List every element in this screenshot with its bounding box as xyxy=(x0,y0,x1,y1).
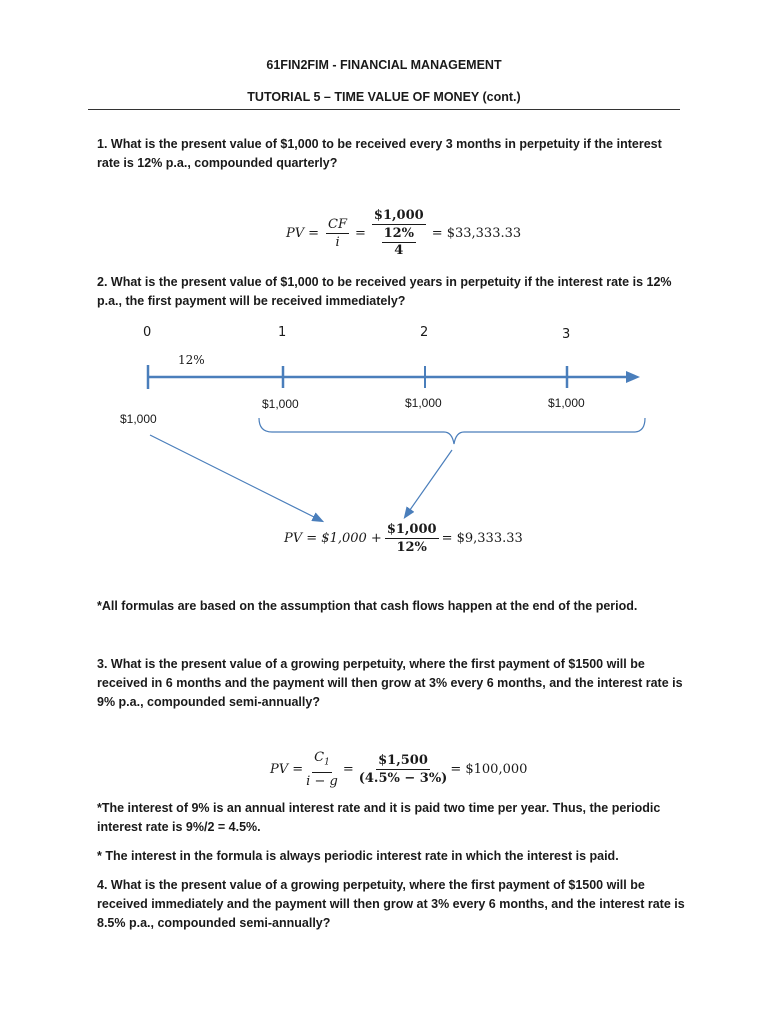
period-1-label: 1 xyxy=(278,325,287,340)
q3-formula: PV = $\frac{C_1}{i - g}$ = $\frac{\$1,500}{(4.5\% - 3\%)}$ = $100,000 xyxy=(270,750,528,789)
question-2: 2. What is the present value of $1,000 to be received years in perpetuity if the interest rate is 12% p.a., the first payment will be received immediately? xyxy=(97,275,672,308)
q2-lhs: PV = $1,000 + xyxy=(284,531,382,546)
q1-i: i xyxy=(335,234,340,250)
perpetuity-brace xyxy=(259,418,645,444)
q2-numerator: $1,000 xyxy=(386,522,437,537)
q3-i-minus-g: i − g xyxy=(306,773,338,789)
q2-result: = $9,333.33 xyxy=(441,531,523,546)
q2-denominator: 12% xyxy=(396,540,427,555)
payment-3-label: $1,000 xyxy=(548,396,585,410)
q3-c1 xyxy=(312,750,332,773)
assumption-note: *All formulas are based on the assumption that cash flows happen at the end of the period. xyxy=(97,599,638,613)
q1-eq1: = xyxy=(308,225,320,241)
tutorial-title: TUTORIAL 5 – TIME VALUE OF MONEY (cont.) xyxy=(247,90,521,104)
q2-fraction xyxy=(385,522,439,555)
q3-result: = $100,000 xyxy=(450,761,528,777)
q1-pv: PV xyxy=(286,225,305,241)
cash-flow-timeline xyxy=(0,320,768,530)
q1-main-fraction xyxy=(372,208,426,258)
q2-formula xyxy=(284,522,523,555)
arrow-initial-payment xyxy=(150,435,322,521)
q1-den-rate: 12% xyxy=(383,226,415,241)
periodic-rate-note: *The interest of 9% is an annual interest rate and it is paid two time per year. Thus, the periodic interest rate is 9%/2 = 4.5%. xyxy=(97,801,661,834)
question-1: 1. What is the present value of $1,000 to be received every 3 months in perpetuity if the interest rate is 12% p.a., compounded quarterly? xyxy=(97,137,662,170)
arrow-perpetuity xyxy=(405,450,452,517)
formula-rate-note: * The interest in the formula is always periodic interest rate in which the interest is paid. xyxy=(97,849,619,863)
q3-c-sub: 1 xyxy=(324,757,330,768)
period-0-label: 0 xyxy=(143,325,152,340)
payment-1-label: $1,000 xyxy=(262,397,299,411)
q3-denominator: (4.5% − 3%) xyxy=(358,770,448,786)
q1-eq2: = xyxy=(355,225,366,241)
q1-formula xyxy=(286,208,521,258)
q1-den-periods: 4 xyxy=(394,243,404,258)
payment-2-label: $1,000 xyxy=(405,396,442,410)
q3-fraction xyxy=(359,753,448,786)
q1-denominator xyxy=(382,225,416,258)
q1-result: = $33,333.33 xyxy=(431,225,522,241)
q3-numerator: $1,500 xyxy=(378,752,428,768)
timeline-arrow-icon xyxy=(626,371,640,383)
period-2-label: 2 xyxy=(420,325,429,340)
payment-0-label: $1,000 xyxy=(120,412,157,426)
q1-cf-over-i xyxy=(326,217,349,250)
q1-cf: CF xyxy=(328,216,348,232)
q3-pv: PV = xyxy=(270,761,304,777)
document-title: 61FIN2FIM - FINANCIAL MANAGEMENT xyxy=(266,58,502,72)
title-divider xyxy=(88,109,680,110)
question-4: 4. What is the present value of a growing perpetuity, where the first payment of $1500 will be received immediately and the payment will then grow at 3% every 6 months, and the interest rate is 8.5% p.a., compounded semi-annually? xyxy=(97,878,685,930)
question-3: 3. What is the present value of a growing perpetuity, where the first payment of $1500 will be received in 6 months and the payment will then grow at 3% every 6 months, and the interest rate is 9% p.a., compounded semi-annually? xyxy=(97,657,683,709)
period-3-label: 3 xyxy=(562,327,571,342)
q3-c: C xyxy=(314,750,325,765)
rate-label: 12% xyxy=(178,353,205,367)
q3-c-over-ig xyxy=(306,750,338,789)
q1-numerator: $1,000 xyxy=(373,208,424,223)
